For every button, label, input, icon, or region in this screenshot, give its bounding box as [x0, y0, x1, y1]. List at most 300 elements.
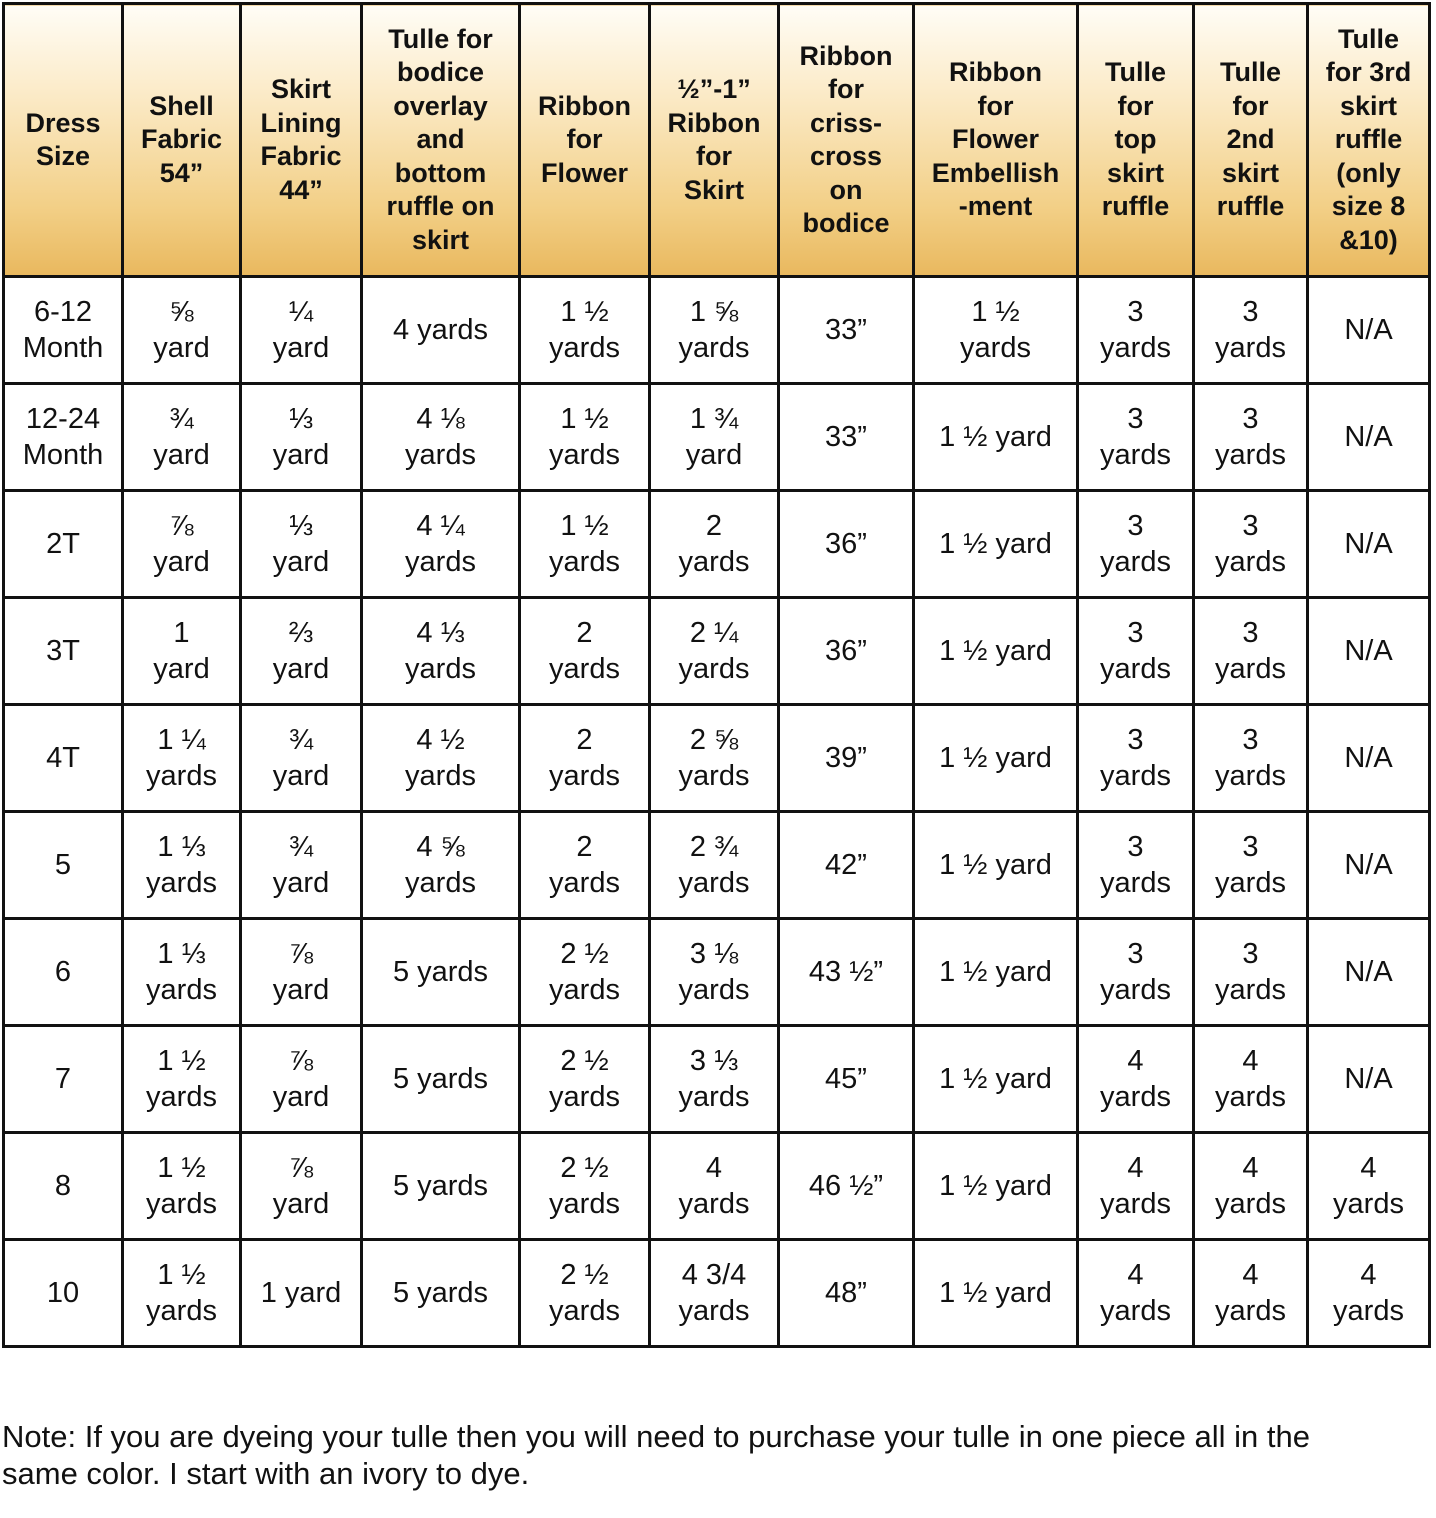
- dress-size-cell: [4, 384, 123, 491]
- cell-text: 33”: [825, 421, 867, 453]
- cell-text: yards: [960, 332, 1031, 364]
- cell-text: 1 ½ yard: [939, 1170, 1052, 1202]
- cell-text: 1 ½: [157, 1152, 206, 1184]
- column-header-line: 44”: [279, 174, 323, 205]
- cell-text: 3: [1242, 617, 1259, 649]
- table-cell: [650, 1133, 779, 1240]
- column-header-line: size 8: [1331, 191, 1406, 222]
- cell-text: 7: [54, 1063, 72, 1095]
- cell-text: 1 ½ yard: [939, 528, 1052, 560]
- cell-text: 1 ½: [560, 403, 609, 435]
- cell-text: yard: [272, 1188, 330, 1220]
- cell-text: ¾: [288, 831, 314, 863]
- cell-text: yards: [549, 867, 620, 899]
- cell-text: N/A: [1344, 421, 1393, 453]
- cell-text: ⅞: [288, 1152, 314, 1184]
- cell-text: yards: [678, 1295, 750, 1327]
- table-cell: [1078, 491, 1194, 598]
- cell-text: 3: [1127, 296, 1144, 328]
- cell-text: yards: [1100, 653, 1171, 685]
- cell-text: yards: [549, 332, 620, 364]
- cell-text: yards: [405, 439, 476, 471]
- table-row: [4, 1133, 1430, 1240]
- table-row: [4, 919, 1430, 1026]
- cell-text: 2: [576, 831, 593, 863]
- table-cell: [123, 1026, 241, 1133]
- column-header-line: for: [566, 124, 603, 155]
- column-header-line: skirt: [1221, 157, 1280, 188]
- cell-text: ⅓: [288, 403, 314, 435]
- cell-text: yards: [1215, 1188, 1286, 1220]
- cell-text: yards: [1100, 974, 1171, 1006]
- table-cell: [1078, 277, 1194, 384]
- cell-text: 3: [1242, 296, 1259, 328]
- cell-text: 43 ½”: [808, 956, 884, 988]
- note-line: same color. I start with an ivory to dye.: [2, 1456, 530, 1491]
- cell-text: N/A: [1344, 528, 1393, 560]
- column-header-line: on: [829, 174, 863, 205]
- table-cell: [1078, 705, 1194, 812]
- cell-text: yards: [678, 974, 750, 1006]
- table-cell: [914, 705, 1078, 812]
- cell-text: yards: [678, 760, 750, 792]
- cell-text: 1 ½ yard: [939, 742, 1052, 774]
- cell-text: yard: [153, 439, 210, 471]
- cell-text: 1 ½ yard: [939, 956, 1052, 988]
- cell-text: 1 ½ yard: [939, 421, 1052, 453]
- column-header-line: Tulle: [1337, 23, 1399, 54]
- header-row: [4, 4, 1430, 277]
- cell-text: yards: [405, 867, 476, 899]
- column-header-line: &10): [1339, 224, 1398, 255]
- column-header-line: skirt: [1106, 157, 1165, 188]
- cell-text: 3: [1242, 831, 1259, 863]
- dress-size-cell: [4, 919, 123, 1026]
- cell-text: 8: [54, 1170, 72, 1202]
- table-cell: [914, 491, 1078, 598]
- cell-text: yards: [146, 867, 217, 899]
- cell-text: 3: [1127, 938, 1144, 970]
- cell-text: yards: [678, 546, 750, 578]
- table-cell: [123, 384, 241, 491]
- column-header: [779, 4, 914, 277]
- cell-text: 1 ½: [971, 296, 1020, 328]
- column-header-line: Lining: [260, 107, 342, 138]
- column-header-line: for: [977, 90, 1014, 121]
- cell-text: N/A: [1344, 314, 1393, 346]
- cell-text: 4: [1242, 1045, 1259, 1077]
- cell-text: ⅝: [169, 296, 194, 328]
- table-cell: [1078, 1026, 1194, 1133]
- cell-text: 2T: [46, 528, 80, 560]
- column-header: [520, 4, 650, 277]
- cell-text: yards: [549, 760, 620, 792]
- cell-text: 1 ½ yard: [939, 1063, 1052, 1095]
- table-cell: [914, 812, 1078, 919]
- table-cell: [779, 384, 914, 491]
- cell-text: 3 ⅛: [689, 938, 739, 970]
- cell-text: 3: [1127, 510, 1144, 542]
- table-cell: [362, 598, 520, 705]
- column-header-line: Dress: [25, 107, 101, 138]
- cell-text: yards: [146, 1188, 217, 1220]
- dress-size-cell: [4, 812, 123, 919]
- cell-text: yards: [549, 439, 620, 471]
- cell-text: 5: [54, 849, 72, 881]
- column-header-line: Flower: [540, 157, 628, 188]
- table-cell: [650, 705, 779, 812]
- cell-text: 10: [46, 1277, 80, 1309]
- column-header-line: Tulle: [1104, 57, 1166, 88]
- cell-text: yards: [1215, 1081, 1286, 1113]
- column-header-line: bottom: [394, 157, 487, 188]
- cell-text: yards: [549, 653, 620, 685]
- cell-text: ⅔: [288, 617, 314, 649]
- cell-text: 4: [1242, 1259, 1259, 1291]
- dye-note: [2, 1418, 1432, 1492]
- cell-text: 4: [1360, 1152, 1377, 1184]
- cell-text: 1 ½: [560, 296, 609, 328]
- column-header-line: top: [1114, 124, 1157, 155]
- cell-text: 1 ⅓: [157, 938, 206, 970]
- cell-text: 3: [1242, 510, 1259, 542]
- table-cell: [1308, 384, 1430, 491]
- cell-text: N/A: [1344, 956, 1393, 988]
- cell-text: 4 ⅝: [416, 831, 465, 863]
- table-row: [4, 812, 1430, 919]
- table-cell: [914, 919, 1078, 1026]
- cell-text: 4 ⅓: [416, 617, 465, 649]
- table-cell: [650, 598, 779, 705]
- cell-text: yard: [272, 974, 330, 1006]
- column-header-line: (only: [1336, 157, 1401, 188]
- cell-text: 2 ⅝: [689, 724, 739, 756]
- table-cell: [123, 1133, 241, 1240]
- cell-text: 4: [705, 1152, 723, 1184]
- table-cell: [520, 598, 650, 705]
- cell-text: yards: [1100, 867, 1171, 899]
- table-cell: [914, 1026, 1078, 1133]
- cell-text: 1 ½ yard: [939, 849, 1052, 881]
- cell-text: yards: [678, 332, 750, 364]
- cell-text: ⅞: [169, 510, 194, 542]
- dress-size-cell: [4, 1240, 123, 1347]
- dress-size-cell: [4, 1133, 123, 1240]
- column-header-line: Fabric: [140, 124, 223, 155]
- cell-text: 4 ½: [416, 724, 465, 756]
- dress-size-cell: [4, 598, 123, 705]
- dress-size-cell: [4, 491, 123, 598]
- table-cell: [520, 384, 650, 491]
- table-cell: [1194, 919, 1308, 1026]
- column-header: [914, 4, 1078, 277]
- cell-text: 3: [1127, 831, 1144, 863]
- table-cell: [650, 1240, 779, 1347]
- table-cell: [123, 919, 241, 1026]
- cell-text: yards: [405, 653, 476, 685]
- cell-text: 5 yards: [392, 1277, 489, 1309]
- column-header: [123, 4, 241, 277]
- table-cell: [1308, 1026, 1430, 1133]
- column-header-line: bodice: [396, 57, 484, 88]
- table-row: [4, 705, 1430, 812]
- cell-text: yards: [1215, 974, 1286, 1006]
- cell-text: yards: [549, 1188, 620, 1220]
- table-cell: [123, 705, 241, 812]
- cell-text: 2 ½: [560, 1259, 609, 1291]
- table-cell: [914, 598, 1078, 705]
- cell-text: 6-12: [33, 296, 93, 328]
- cell-text: 2: [705, 510, 723, 542]
- table-row: [4, 1026, 1430, 1133]
- table-cell: [650, 277, 779, 384]
- table-cell: [1308, 919, 1430, 1026]
- column-header-line: Size: [35, 141, 91, 171]
- column-header-line: Flower: [951, 124, 1039, 155]
- column-header-line: Skirt: [270, 74, 332, 104]
- table-cell: [520, 1026, 650, 1133]
- table-cell: [1308, 598, 1430, 705]
- cell-text: 36”: [825, 528, 867, 560]
- cell-text: yards: [549, 974, 620, 1006]
- cell-text: yards: [678, 1081, 750, 1113]
- cell-text: 3 ⅓: [689, 1045, 739, 1077]
- column-header-line: for: [1232, 90, 1269, 121]
- cell-text: 4: [1127, 1045, 1144, 1077]
- cell-text: 4: [1242, 1152, 1259, 1184]
- cell-text: yards: [1100, 439, 1171, 471]
- column-header: [1194, 4, 1308, 277]
- table-cell: [123, 1240, 241, 1347]
- cell-text: 2 ½: [560, 938, 609, 970]
- cell-text: 4T: [46, 742, 80, 774]
- cell-text: yards: [1333, 1188, 1404, 1220]
- column-header-line: criss-: [809, 107, 883, 138]
- table-cell: [241, 277, 362, 384]
- cell-text: yard: [153, 332, 210, 364]
- cell-text: yards: [549, 1081, 620, 1113]
- cell-text: yards: [1215, 332, 1286, 364]
- cell-text: 1 ⅝: [689, 296, 739, 328]
- table-cell: [520, 1133, 650, 1240]
- table-cell: [362, 1133, 520, 1240]
- table-cell: [1194, 491, 1308, 598]
- cell-text: 4 ⅛: [416, 403, 465, 435]
- table-cell: [779, 705, 914, 812]
- cell-text: N/A: [1344, 1063, 1393, 1095]
- table-cell: [1078, 1240, 1194, 1347]
- cell-text: yards: [1100, 546, 1171, 578]
- cell-text: 2 ½: [560, 1045, 609, 1077]
- cell-text: yards: [549, 1295, 620, 1327]
- column-header: [241, 4, 362, 277]
- cell-text: 33”: [825, 314, 867, 346]
- table-cell: [914, 277, 1078, 384]
- cell-text: yards: [146, 760, 217, 792]
- column-header-line: ruffle: [1334, 124, 1403, 155]
- table-cell: [1078, 812, 1194, 919]
- column-header: [362, 4, 520, 277]
- table-cell: [241, 812, 362, 919]
- table-body: [4, 277, 1430, 1347]
- cell-text: yard: [153, 546, 210, 578]
- table-cell: [241, 1240, 362, 1347]
- cell-text: yards: [1100, 1081, 1171, 1113]
- cell-text: 39”: [825, 742, 867, 774]
- column-header-line: cross: [809, 141, 883, 171]
- column-header-line: ruffle: [1216, 191, 1285, 222]
- cell-text: 1 ½ yard: [939, 1277, 1052, 1309]
- table-cell: [241, 705, 362, 812]
- table-cell: [362, 384, 520, 491]
- dress-size-cell: [4, 277, 123, 384]
- cell-text: ¾: [169, 403, 194, 435]
- cell-text: 4 yards: [392, 314, 489, 346]
- table-cell: [123, 812, 241, 919]
- table-cell: [362, 1026, 520, 1133]
- table-cell: [914, 1133, 1078, 1240]
- cell-text: yards: [1100, 760, 1171, 792]
- table-row: [4, 277, 1430, 384]
- cell-text: 2: [576, 724, 593, 756]
- column-header-line: for: [696, 141, 732, 171]
- column-header-line: ruffle on: [386, 191, 495, 222]
- cell-text: 42”: [825, 849, 867, 881]
- cell-text: yard: [685, 439, 743, 471]
- cell-text: N/A: [1344, 742, 1393, 774]
- column-header-line: Tulle: [1219, 57, 1281, 88]
- cell-text: yard: [272, 653, 330, 685]
- table-cell: [779, 812, 914, 919]
- cell-text: yards: [1100, 332, 1171, 364]
- table-cell: [241, 598, 362, 705]
- cell-text: yard: [272, 546, 330, 578]
- column-header-line: skirt: [411, 224, 470, 255]
- dress-size-cell: [4, 705, 123, 812]
- column-header-line: Ribbon: [799, 40, 893, 71]
- cell-text: yards: [1215, 867, 1286, 899]
- column-header-line: for 3rd: [1325, 57, 1412, 88]
- cell-text: N/A: [1344, 849, 1393, 881]
- column-header-line: Ribbon: [538, 90, 631, 121]
- table-cell: [520, 277, 650, 384]
- table-cell: [520, 919, 650, 1026]
- table-cell: [241, 1026, 362, 1133]
- cell-text: yard: [272, 1081, 330, 1113]
- cell-text: 1 ½ yard: [939, 635, 1052, 667]
- cell-text: 6: [54, 956, 72, 988]
- table-cell: [1194, 384, 1308, 491]
- column-header-line: bodice: [802, 208, 890, 238]
- cell-text: 1 ⅓: [157, 831, 206, 863]
- column-header-line: Tulle for: [388, 23, 493, 54]
- column-header-line: overlay: [393, 90, 488, 121]
- table-cell: [650, 491, 779, 598]
- table-cell: [1308, 277, 1430, 384]
- cell-text: 36”: [825, 635, 867, 667]
- cell-text: 5 yards: [392, 1063, 489, 1095]
- cell-text: 1 ¾: [689, 403, 739, 435]
- table-cell: [1078, 919, 1194, 1026]
- column-header-line: skirt: [1339, 90, 1398, 121]
- cell-text: yards: [1333, 1295, 1404, 1327]
- table-cell: [1308, 1133, 1430, 1240]
- cell-text: 2 ¾: [689, 831, 739, 863]
- cell-text: 4 3/4: [681, 1259, 747, 1291]
- cell-text: 3: [1242, 403, 1259, 435]
- column-header-line: 54”: [159, 157, 204, 188]
- cell-text: 1: [173, 617, 190, 649]
- table-cell: [1194, 812, 1308, 919]
- cell-text: yards: [1215, 546, 1286, 578]
- table-cell: [362, 491, 520, 598]
- cell-text: 4: [1127, 1152, 1144, 1184]
- column-header-line: Embellish: [931, 157, 1060, 188]
- table-cell: [1308, 812, 1430, 919]
- column-header: [650, 4, 779, 277]
- table-cell: [1078, 598, 1194, 705]
- column-header-line: for: [828, 74, 864, 104]
- table-cell: [241, 1133, 362, 1240]
- table-cell: [362, 277, 520, 384]
- cell-text: 3: [1127, 617, 1144, 649]
- cell-text: ¾: [288, 724, 314, 756]
- table-cell: [362, 812, 520, 919]
- cell-text: ¼: [288, 296, 314, 328]
- table-cell: [520, 1240, 650, 1347]
- cell-text: 5 yards: [392, 956, 489, 988]
- cell-text: 4 ¼: [416, 510, 465, 542]
- cell-text: N/A: [1344, 635, 1393, 667]
- table-cell: [362, 919, 520, 1026]
- cell-text: 2 ½: [560, 1152, 609, 1184]
- cell-text: ⅞: [288, 1045, 314, 1077]
- cell-text: yards: [1100, 1188, 1171, 1220]
- cell-text: yards: [146, 1081, 217, 1113]
- table-cell: [241, 491, 362, 598]
- cell-text: 4: [1360, 1259, 1377, 1291]
- cell-text: yards: [1215, 439, 1286, 471]
- table-cell: [1308, 491, 1430, 598]
- column-header-line: Fabric: [260, 141, 342, 171]
- table-row: [4, 491, 1430, 598]
- table-cell: [779, 491, 914, 598]
- table-row: [4, 1240, 1430, 1347]
- table-cell: [123, 598, 241, 705]
- cell-text: 1 ½: [157, 1259, 206, 1291]
- column-header-line: Skirt: [683, 174, 745, 205]
- cell-text: yards: [1215, 1295, 1286, 1327]
- cell-text: 45”: [825, 1063, 867, 1095]
- table-cell: [650, 384, 779, 491]
- cell-text: yards: [678, 867, 750, 899]
- cell-text: yards: [146, 1295, 217, 1327]
- table-cell: [123, 277, 241, 384]
- table-cell: [1078, 384, 1194, 491]
- column-header-line: -ment: [958, 191, 1033, 222]
- cell-text: 3T: [46, 635, 80, 667]
- cell-text: yard: [272, 439, 330, 471]
- cell-text: Month: [22, 332, 104, 364]
- cell-text: yards: [1215, 653, 1286, 685]
- cell-text: 2: [576, 617, 593, 649]
- cell-text: 46 ½”: [808, 1170, 884, 1202]
- column-header-line: Ribbon: [949, 57, 1042, 88]
- cell-text: yards: [549, 546, 620, 578]
- column-header-line: 2nd: [1226, 124, 1275, 155]
- cell-text: yards: [405, 760, 476, 792]
- column-header-line: for: [1117, 90, 1154, 121]
